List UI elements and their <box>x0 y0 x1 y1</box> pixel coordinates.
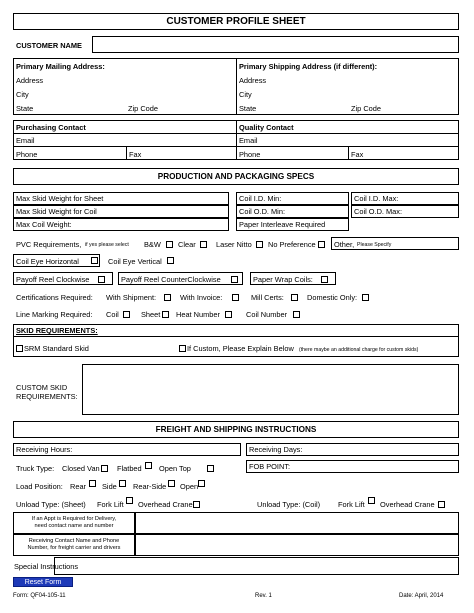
marking-heat-checkbox[interactable] <box>225 311 232 318</box>
shipping-city[interactable]: City <box>239 90 252 99</box>
customer-name-input[interactable] <box>92 36 459 53</box>
quality-phone[interactable]: Phone <box>239 150 261 159</box>
side-checkbox[interactable] <box>119 480 126 487</box>
customer-name-label: CUSTOMER NAME <box>16 41 82 50</box>
special-instructions-field[interactable] <box>54 557 459 575</box>
shipping-heading: Primary Shipping Address (if different): <box>239 62 378 71</box>
if-custom-checkbox[interactable] <box>179 345 186 352</box>
sheet-overhead-crane-checkbox[interactable] <box>193 501 200 508</box>
domestic-only-checkbox[interactable] <box>362 294 369 301</box>
custom-skid-textarea[interactable] <box>82 364 459 415</box>
mailing-address[interactable]: Address <box>16 76 44 85</box>
rear-checkbox[interactable] <box>89 480 96 487</box>
sheet-fork-lift-checkbox[interactable] <box>126 497 133 504</box>
closed-van-checkbox[interactable] <box>101 465 108 472</box>
purchasing-heading: Purchasing Contact <box>16 123 86 132</box>
rear-side-checkbox[interactable] <box>168 480 175 487</box>
mailing-heading: Primary Mailing Address: <box>16 62 105 71</box>
mailing-state[interactable]: State <box>16 104 34 113</box>
mailing-city[interactable]: City <box>16 90 29 99</box>
quality-email[interactable]: Email <box>239 136 258 145</box>
quality-heading: Quality Contact <box>239 123 294 132</box>
skid-heading: SKID REQUIREMENTS: <box>16 326 98 335</box>
shipping-zip[interactable]: Zip Code <box>351 104 381 113</box>
marking-sheet-checkbox[interactable] <box>162 311 169 318</box>
shipping-address[interactable]: Address <box>239 76 267 85</box>
coil-overhead-crane-checkbox[interactable] <box>438 501 445 508</box>
pvc-no-preference-checkbox[interactable] <box>318 241 325 248</box>
flatbed-checkbox[interactable] <box>145 462 152 469</box>
open-checkbox[interactable] <box>198 480 205 487</box>
pvc-clear-checkbox[interactable] <box>200 241 207 248</box>
pvc-hint: if yes please select <box>85 242 129 248</box>
footer-form-number: Form: QF04-105-11 <box>13 593 66 599</box>
pvc-bw-checkbox[interactable] <box>166 241 173 248</box>
open-top-checkbox[interactable] <box>207 465 214 472</box>
footer-date: Date: April, 2014 <box>399 593 444 599</box>
with-shipment-checkbox[interactable] <box>164 294 171 301</box>
mill-certs-checkbox[interactable] <box>291 294 298 301</box>
srm-standard-checkbox[interactable] <box>16 345 23 352</box>
production-heading: PRODUCTION AND PACKAGING SPECS <box>157 172 315 181</box>
paper-wrap-checkbox[interactable] <box>321 276 328 283</box>
appointment-contact-field[interactable] <box>135 512 459 534</box>
quality-fax[interactable]: Fax <box>351 150 364 159</box>
page-title: CUSTOMER PROFILE SHEET <box>166 16 306 27</box>
reset-form-button[interactable]: Reset Form <box>13 577 73 587</box>
mailing-zip[interactable]: Zip Code <box>128 104 158 113</box>
purchasing-phone[interactable]: Phone <box>16 150 38 159</box>
coil-eye-horizontal-checkbox[interactable] <box>91 257 98 264</box>
marking-coil-checkbox[interactable] <box>123 311 130 318</box>
pvc-laser-checkbox[interactable] <box>256 241 263 248</box>
payoff-counterclockwise-checkbox[interactable] <box>231 276 238 283</box>
with-invoice-checkbox[interactable] <box>232 294 239 301</box>
purchasing-fax[interactable]: Fax <box>129 150 142 159</box>
freight-heading: FREIGHT AND SHIPPING INSTRUCTIONS <box>155 425 317 434</box>
payoff-clockwise-checkbox[interactable] <box>98 276 105 283</box>
shipping-state[interactable]: State <box>239 104 257 113</box>
coil-eye-vertical-checkbox[interactable] <box>167 257 174 264</box>
special-instructions-label: Special Instructions <box>14 562 79 571</box>
receiving-contact-field[interactable] <box>135 534 459 556</box>
purchasing-email[interactable]: Email <box>16 136 35 145</box>
footer-revision: Rev. 1 <box>255 593 272 599</box>
marking-coil-number-checkbox[interactable] <box>293 311 300 318</box>
pvc-label: PVC Requirements, <box>16 240 82 249</box>
coil-fork-lift-checkbox[interactable] <box>368 497 375 504</box>
